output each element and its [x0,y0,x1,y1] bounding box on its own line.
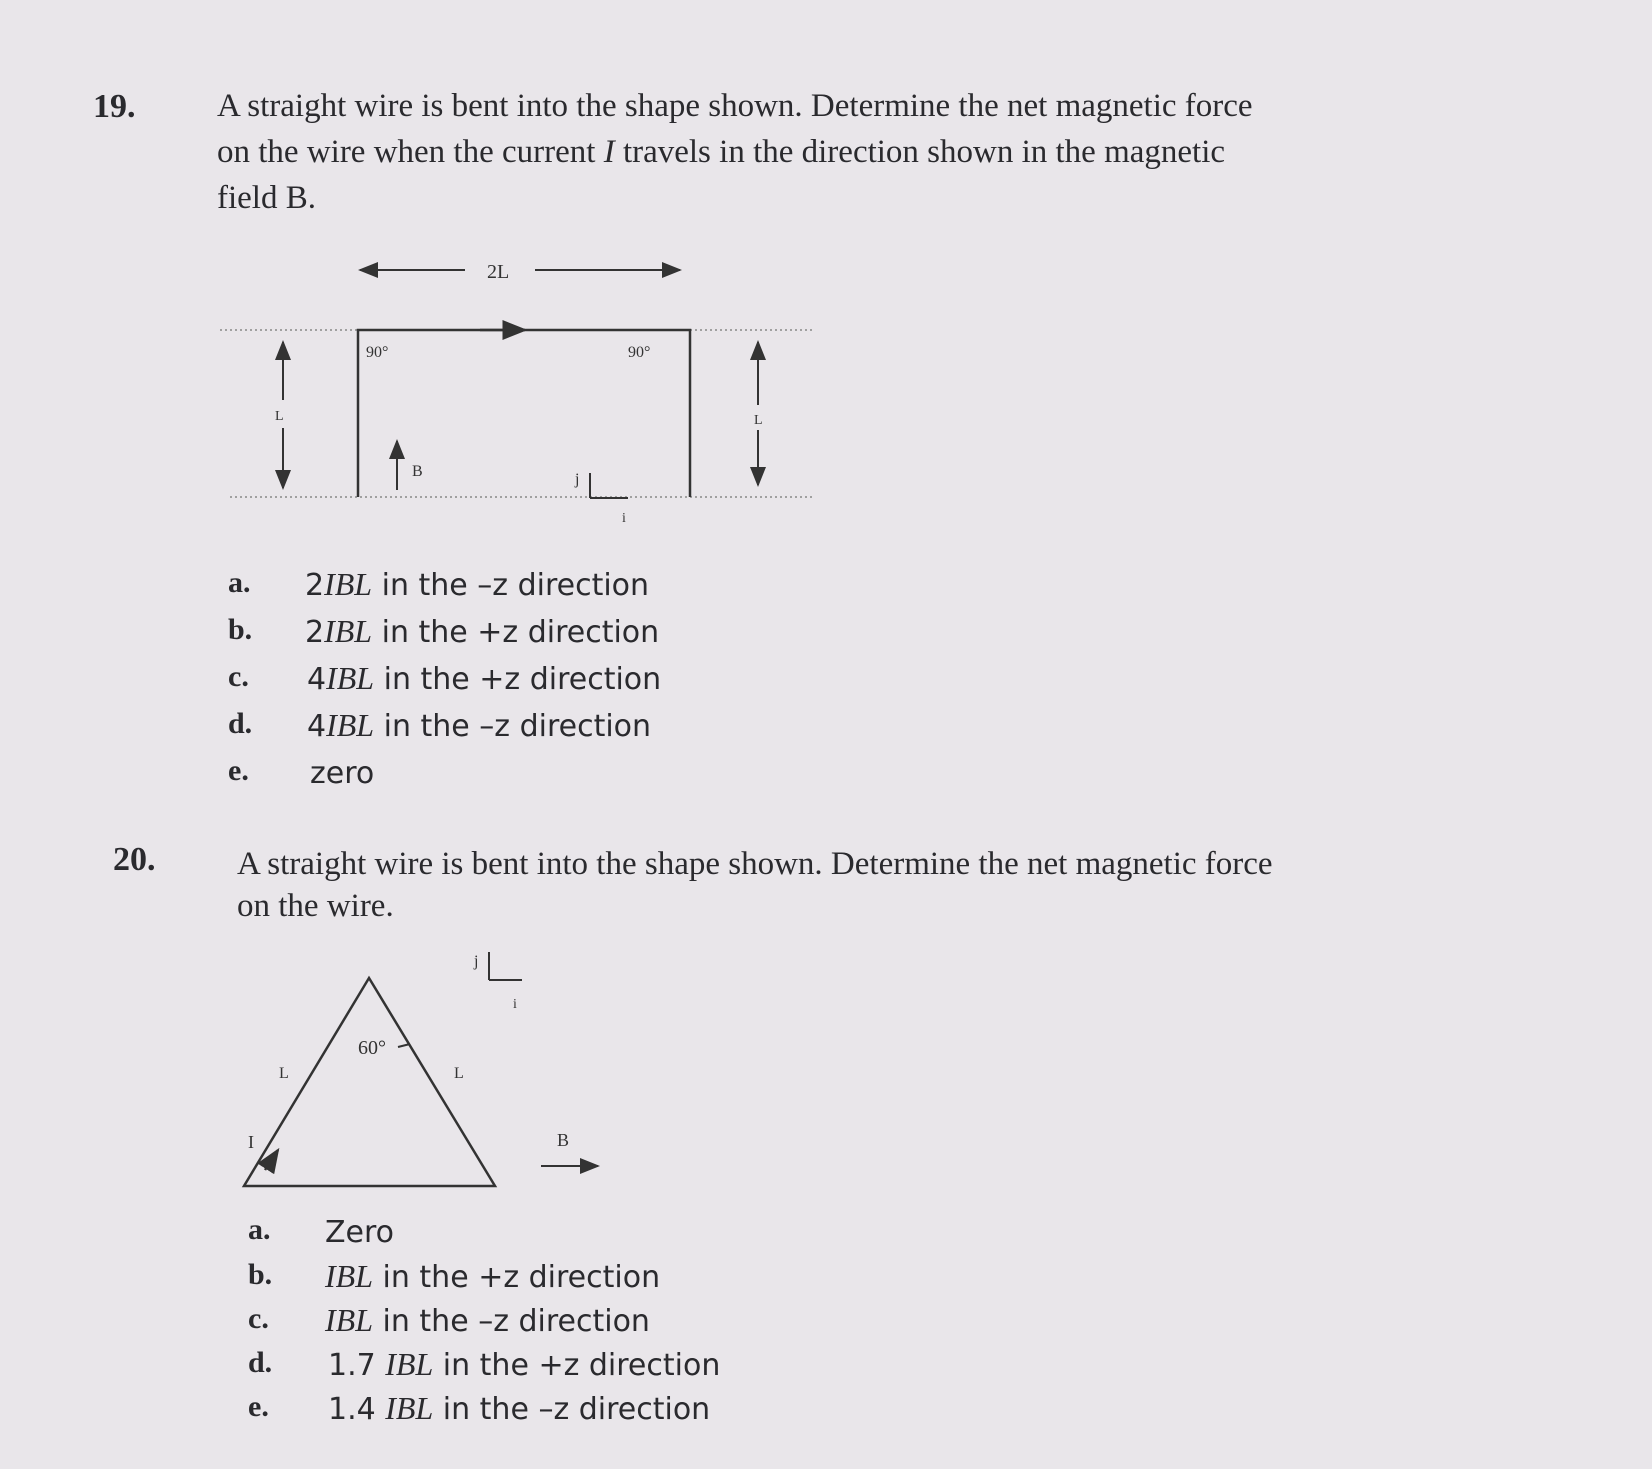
dimension-2L-label: 2L [487,261,510,283]
axis-i-label: i [622,511,626,526]
angle-left-label: 90° [366,344,389,361]
field-B-label: B [412,463,423,480]
triangle-wire [244,978,495,1186]
current-arrow-20 [265,1150,278,1170]
question-19-line-3: field B. [217,180,316,216]
question-20-number: 20. [113,841,156,878]
side-left-label: L [279,1065,289,1082]
question-19-number: 19. [93,88,136,125]
field-B-label-20: B [557,1130,570,1150]
angle-60-label: 60° [358,1037,386,1059]
question-19-line-1: A straight wire is bent into the shape shown. Determine the net magnetic force [217,88,1253,124]
axes-icon-20 [489,952,522,980]
current-I-label: I [248,1132,254,1152]
angle-marker [398,1044,410,1047]
side-right-label: L [454,1065,464,1082]
question-20-line-1: A straight wire is bent into the shape shown. Determine the net magnetic force [237,846,1273,882]
axis-j-label-20: j [474,953,479,970]
question-19-line-2: on the wire when the current I travels in the direction shown in the magnetic [217,134,1226,170]
dimension-left-label: L [275,409,284,424]
axis-i-label-20: i [513,997,517,1012]
dimension-right-label: L [754,413,763,428]
question-20-line-2: on the wire. [237,888,394,924]
axis-j-label: j [575,471,580,488]
angle-right-label: 90° [628,344,651,361]
